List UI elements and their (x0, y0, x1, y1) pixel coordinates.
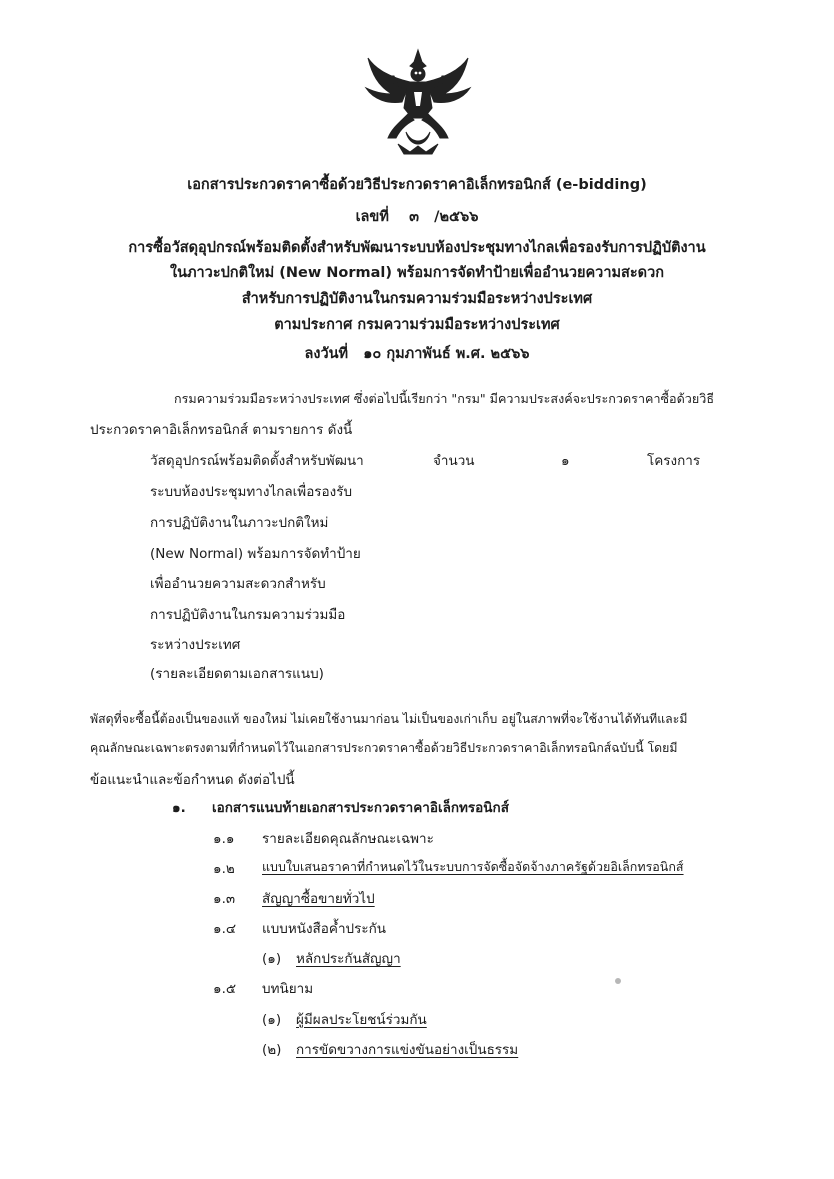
item-desc-line: วัสดุอุปกรณ์พร้อมติดตั้งสำหรับพัฒนา (150, 453, 364, 469)
date-value: ๑๐ กุมภาพันธ์ พ.ศ. ๒๕๖๖ (363, 346, 530, 362)
sub-item-number: (๑) (262, 1012, 282, 1028)
list-item-link: แบบใบเสนอราคาที่กำหนดไว้ในระบบการจัดซื้อจัดจ้างภาครัฐด้วยอิเล็กทรอนิกส์ (262, 859, 684, 874)
body-line-2: คุณลักษณะเฉพาะตรงตามที่กำหนดไว้ในเอกสารประกวดราคาซื้อด้วยวิธีประกวดราคาอิเล็กทรอนิกส์ฉบับนี้ โดยมี (90, 741, 678, 755)
sub-item-link: การขัดขวางการแข่งขันอย่างเป็นธรรม (296, 1042, 519, 1058)
quantity-unit: โครงการ (647, 453, 701, 469)
list-item-text: บทนิยาม (262, 981, 314, 997)
number-value: ๓ (409, 209, 420, 225)
item-desc-line: (รายละเอียดตามเอกสารแนบ) (150, 666, 324, 682)
list-item-link: สัญญาซื้อขายทั่วไป (262, 891, 375, 907)
sub-item-link: ผู้มีผลประโยชน์ร่วมกัน (296, 1012, 427, 1028)
subject-line-2: ในภาวะปกติใหม่ (New Normal) พร้อมการจัดทำป้ายเพื่ออำนวยความสะดวก (169, 265, 664, 281)
item-desc-line: เพื่ออำนวยความสะดวกสำหรับ (150, 576, 326, 592)
body-line-3: ข้อแนะนำและข้อกำหนด ดังต่อไปนี้ (90, 772, 295, 788)
list-item-text: รายละเอียดคุณลักษณะเฉพาะ (262, 831, 434, 847)
document-number (0, 205, 834, 228)
document-date (0, 342, 834, 365)
list-item-number: ๑.๓ (213, 891, 236, 907)
list-item-number: ๑.๒ (213, 861, 235, 877)
number-year: /๒๕๖๖ (434, 209, 479, 225)
subject-line-1: การซื้อวัสดุอุปกรณ์พร้อมติดตั้งสำหรับพัฒนาระบบห้องประชุมทางไกลเพื่อรองรับการปฏิบัติงาน (128, 240, 706, 256)
sub-item-link: หลักประกันสัญญา (296, 951, 401, 967)
intro-line-1: กรมความร่วมมือระหว่างประเทศ ซึ่งต่อไปนี้เรียกว่า "กรม" มีความประสงค์จะประกวดราคาซื้อด้วยวิธี (174, 391, 715, 406)
list-item-text: แบบหนังสือค้ำประกัน (262, 921, 386, 937)
scan-speck (615, 978, 621, 984)
section-number: ๑. (172, 800, 186, 816)
quantity-label: จำนวน (433, 453, 475, 469)
document-title: เอกสารประกวดราคาซื้อด้วยวิธีประกวดราคาอิเล็กทรอนิกส์ (e-bidding) (187, 177, 647, 193)
garuda-emblem (362, 48, 474, 156)
subject-line-4: ตามประกาศ กรมความร่วมมือระหว่างประเทศ (274, 317, 560, 333)
section-title: เอกสารแนบท้ายเอกสารประกวดราคาอิเล็กทรอนิกส์ (212, 800, 509, 816)
item-desc-line: การปฏิบัติงานในภาวะปกติใหม่ (150, 515, 329, 531)
item-desc-line: การปฏิบัติงานในกรมความร่วมมือ (150, 607, 346, 623)
sub-item-number: (๑) (262, 951, 282, 967)
item-desc-line: ระหว่างประเทศ (150, 637, 241, 653)
list-item-number: ๑.๕ (213, 981, 237, 997)
item-desc-line: (New Normal) พร้อมการจัดทำป้าย (150, 546, 361, 562)
number-label: เลขที่ (355, 209, 389, 225)
body-line-1: พัสดุที่จะซื้อนี้ต้องเป็นของแท้ ของใหม่ ไม่เคยใช้งานมาก่อน ไม่เป็นของเก่าเก็บ อยู่ในสภาพที่จะใช้งานได้ทันทีและมี (90, 712, 688, 726)
sub-item-number: (๒) (262, 1042, 282, 1058)
list-item-number: ๑.๔ (213, 921, 237, 937)
subject-line-3: สำหรับการปฏิบัติงานในกรมความร่วมมือระหว่างประเทศ (241, 291, 593, 307)
intro-line-2: ประกวดราคาอิเล็กทรอนิกส์ ตามรายการ ดังนี้ (90, 422, 353, 438)
item-desc-line: ระบบห้องประชุมทางไกลเพื่อรองรับ (150, 484, 353, 500)
list-item-number: ๑.๑ (213, 831, 235, 847)
quantity-value: ๑ (561, 453, 570, 469)
date-label: ลงวันที่ (304, 346, 349, 362)
